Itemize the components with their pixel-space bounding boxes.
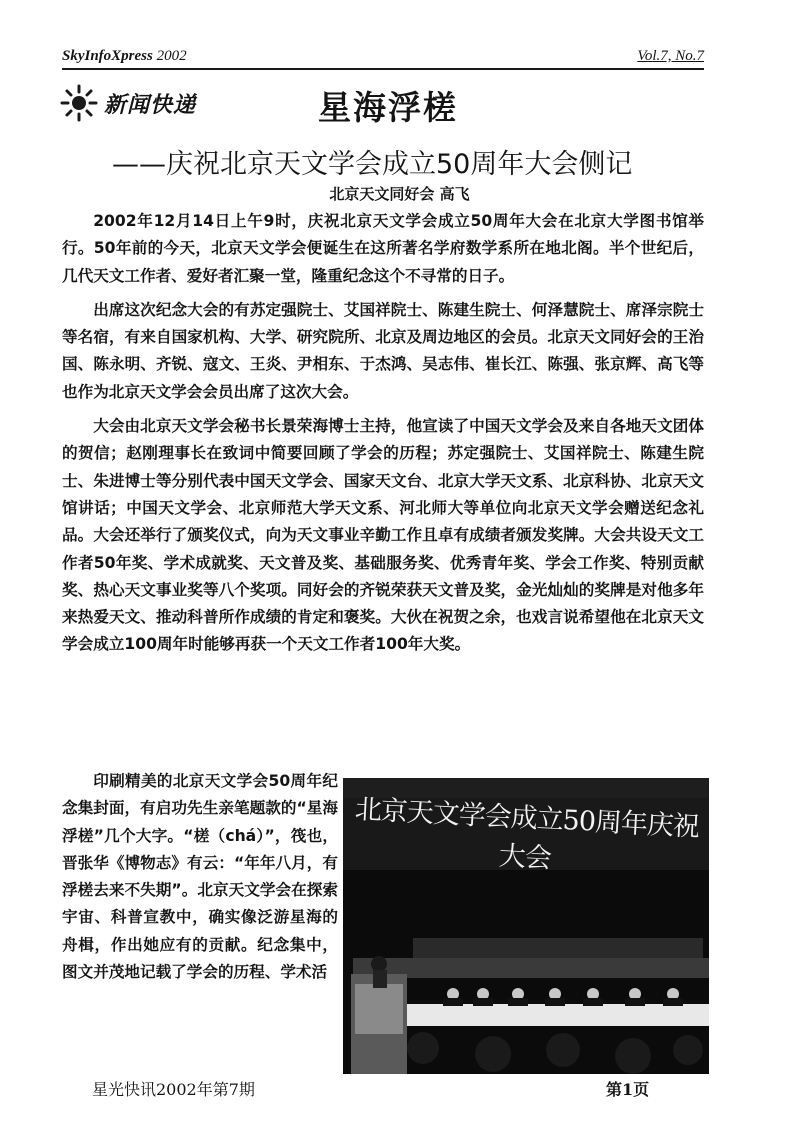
sun-icon bbox=[60, 84, 98, 122]
byline: 北京天文同好会 高飞 bbox=[329, 185, 470, 203]
paragraph: 2002年12月14日上午9时，庆祝北京天文学会成立50周年大会在北京大学图书馆举行。50年前的今天，北京天文学会便诞生在这所著名学府数学系所在地北阁。半个世纪后，几代天文工作者、爱好者汇聚一堂，隆重纪念这个不寻常的日子。 bbox=[62, 212, 704, 285]
paragraph: 出席这次纪念大会的有苏定强院士、艾国祥院士、陈建生院士、何泽慧院士、席泽宗院士等名宿，有来自国家机构、大学、研究院所、北京及周边地区的会员。北京天文同好会的王治国、陈永明、齐锐、寇文、王炎、尹相东、于杰鸿、吴志伟、崔长江、陈强、张京辉、高飞等也作为北京天文学会会员出席了这次大会。 bbox=[62, 300, 704, 401]
paragraph: 大会由北京天文学会秘书长景荣海博士主持，他宣读了中国天文学会及来自各地天文团体的贺信；赵刚理事长在致词中简要回顾了学会的历程；苏定强院士、艾国祥院士、陈建生院士、朱进博士等分别代表中国天文学会、国家天文台、北京大学天文系、北京科协、北京天文馆讲话；中国天文学会、北京师范大学天文系、河北师大等单位向北京天文学会赠送纪念礼品。大会还举行了颁奖仪式，向为天文事业辛勤工作且卓有成绩者颁发奖牌。大会共设天文工作者50年奖、学术成就奖、天文普及奖、基础服务奖、优秀青年奖、学会工作奖、特别贡献奖、热心天文事业奖等八个奖项。同好会的齐锐荣获天文普及奖，金光灿灿的奖牌是对他多年来热爱天文、推动科普所作成绩的肯定和褒奖。大伙在祝贺之余，也戏言说希望他在北京天文学会成立100周年时能够再获一个天文工作者100年大奖。 bbox=[62, 417, 704, 654]
article-body bbox=[62, 208, 704, 666]
volume-number: Vol.7, No.7 bbox=[637, 48, 704, 64]
article-subtitle: ——庆祝北京天文学会成立50周年大会侧记 bbox=[112, 149, 633, 180]
side-column bbox=[62, 768, 338, 986]
article-title: 星海浮槎 bbox=[318, 88, 458, 127]
footer-issue: 星光快讯2002年第7期 bbox=[92, 1080, 255, 1099]
event-photo bbox=[343, 778, 709, 1074]
photo-banner-text: 北京天文学会成立50周年庆祝大会 bbox=[354, 794, 700, 875]
side-paragraph: 印刷精美的北京天文学会50周年纪念集封面，有启功先生亲笔题款的“星海浮槎”几个大字。“槎（chá）”，筏也，晋张华《博物志》有云：“年年八月，有浮槎去来不失期”。北京天文学会在探索宇宙、科普宣教中，确实像泛游星海的舟楫，作出她应有的贡献。纪念集中，图文并茂地记载了学会的历程、学术活 bbox=[62, 772, 338, 982]
page-header bbox=[62, 50, 704, 70]
publication-name: SkyInfoXpress 2002 bbox=[62, 48, 187, 64]
section-label: 新闻快递 bbox=[104, 93, 197, 118]
footer-page-number: 第1页 bbox=[606, 1080, 650, 1099]
